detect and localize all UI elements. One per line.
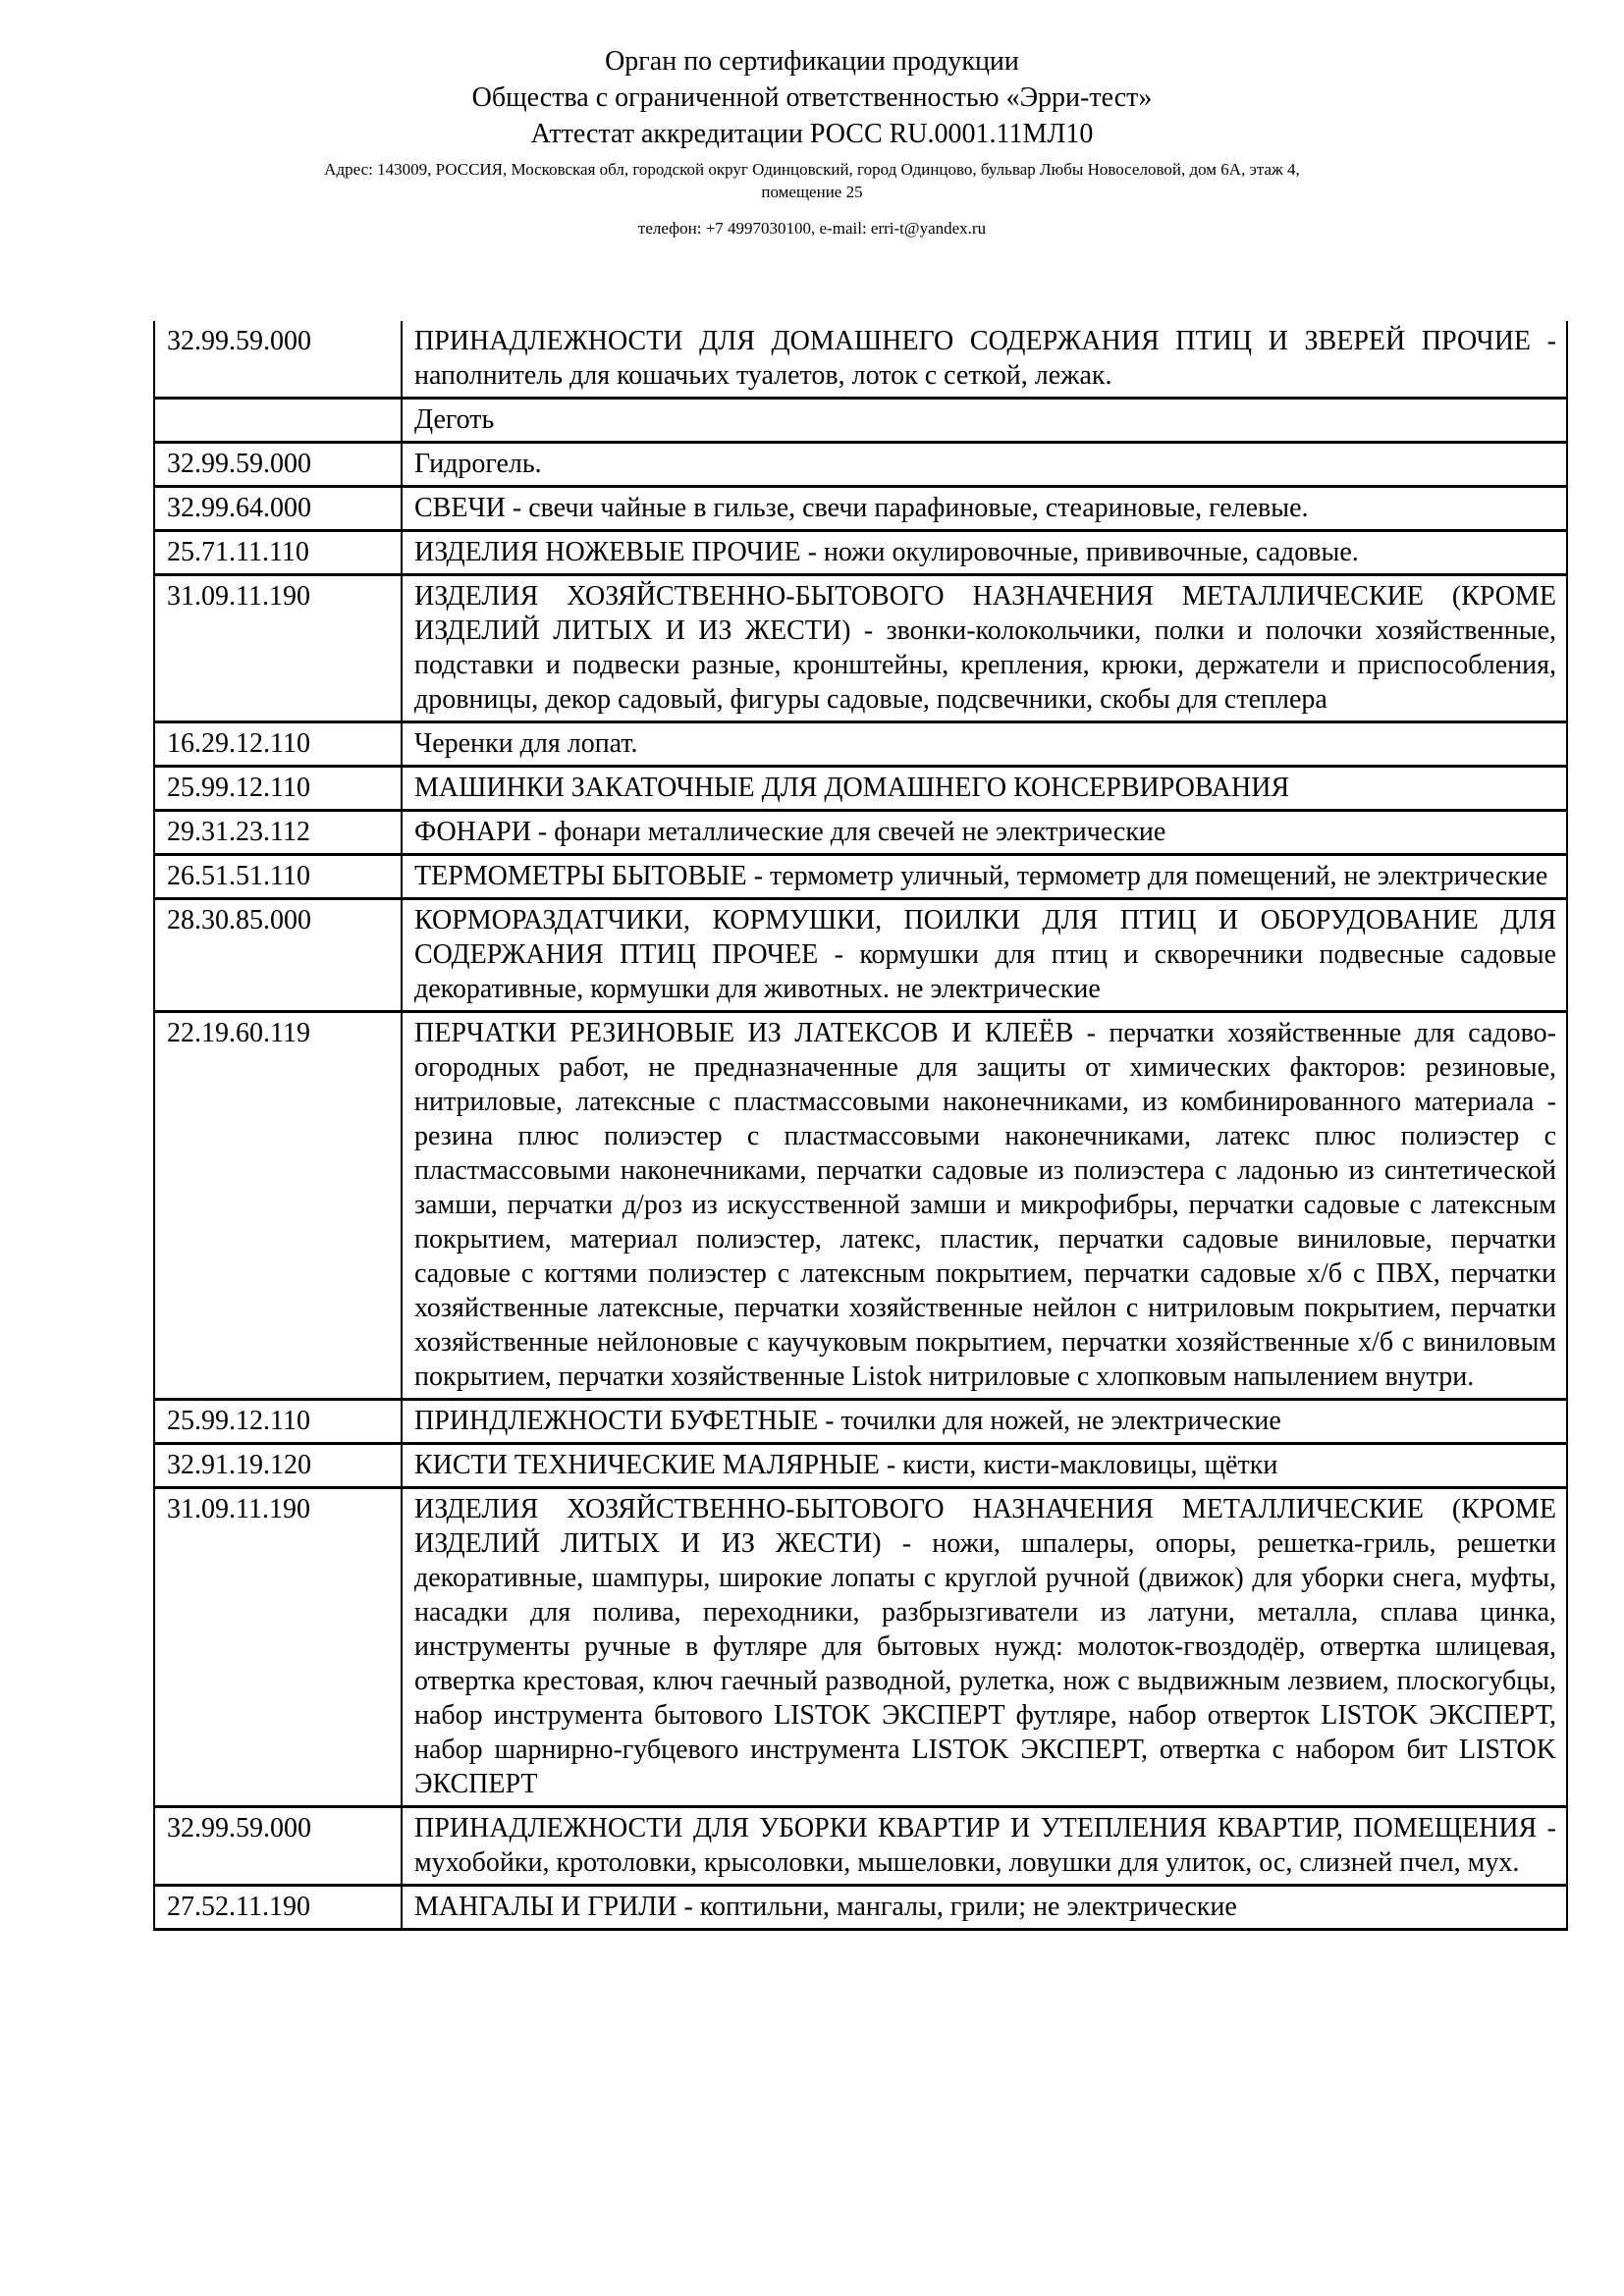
description-cell: МАНГАЛЫ И ГРИЛИ - коптильни, мангалы, грили; не электрические [402,1886,1567,1930]
description-cell: ПЕРЧАТКИ РЕЗИНОВЫЕ ИЗ ЛАТЕКСОВ И КЛЕЁВ - перчатки хозяйственные для садово-огородных работ, не предназначенные для защиты от химических факторов: резиновые, нитриловые, латексные с пластмассовыми наконечниками, из комбинированного материала - резина плюс полиэстер с пластмассовыми наконечниками, латекс плюс полиэстер с пластмассовыми наконечниками, перчатки садовые из полиэстера с ладонью из синтетической замши, перчатки д/роз из искусственной замши и микрофибры, перчатки садовые с латексным покрытием, материал полиэстер, латекс, пластик, перчатки садовые виниловые, перчатки садовые с когтями полиэстер с латексным покрытием, перчатки садовые х/б с ПВХ, перчатки хозяйственные латексные, перчатки хозяйственные нейлон с нитриловым покрытием, перчатки хозяйственные нейлоновые с каучуковым покрытием, перчатки хозяйственные х/б с виниловым покрытием, перчатки хозяйственные Listok нитриловые с хлопковым напылением внутри. [402,1012,1567,1400]
product-table [153,321,1568,1931]
code-cell: 22.19.60.119 [154,1012,402,1400]
description-cell: ПРИНДЛЕЖНОСТИ БУФЕТНЫЕ - точилки для ножей, не электрические [402,1400,1567,1444]
description-cell: ПРИНАДЛЕЖНОСТИ ДЛЯ УБОРКИ КВАРТИР И УТЕПЛЕНИЯ КВАРТИР, ПОМЕЩЕНИЯ - мухобойки, кротоловки, крысоловки, мышеловки, ловушки для улиток, ос, слизней пчел, мух. [402,1807,1567,1886]
product-table-wrap [153,321,1568,1931]
description-cell: МАШИНКИ ЗАКАТОЧНЫЕ ДЛЯ ДОМАШНЕГО КОНСЕРВИРОВАНИЯ [402,767,1567,811]
table-row [154,1886,1567,1930]
code-cell: 32.99.59.000 [154,443,402,487]
description-cell: КОРМОРАЗДАТЧИКИ, КОРМУШКИ, ПОИЛКИ ДЛЯ ПТИЦ И ОБОРУДОВАНИЕ ДЛЯ СОДЕРЖАНИЯ ПТИЦ ПРОЧЕЕ - кормушки для птиц и скворечники подвесные садовые декоративные, кормушки для животных. не электрические [402,899,1567,1012]
table-row [154,575,1567,722]
table-row [154,722,1567,767]
org-title-line2: Общества с ограниченной ответственностью «Эрри-тест» [471,82,1153,113]
contact-line: телефон: +7 4997030100, e-mail: erri-t@yandex.ru [637,219,987,238]
code-cell: 26.51.51.110 [154,855,402,899]
table-row [154,1807,1567,1886]
address-line1: Адрес: 143009, РОССИЯ, Московская обл, городской округ Одинцовский, город Одинцово, бульвар Любы Новоселовой, дом 6А, этаж 4, [324,160,1300,179]
description-cell: Черенки для лопат. [402,722,1567,767]
description-cell: ИЗДЕЛИЯ ХОЗЯЙСТВЕННО-БЫТОВОГО НАЗНАЧЕНИЯ МЕТАЛЛИЧЕСКИЕ (КРОМЕ ИЗДЕЛИЙ ЛИТЫХ И ИЗ ЖЕСТИ) - звонки-колокольчики, полки и полочки хозяйственные, подставки и подвески разные, кронштейны, крепления, крюки, держатели и приспособления, дровницы, декор садовый, фигуры садовые, подсвечники, скобы для степлера [402,575,1567,722]
code-cell [154,399,402,443]
table-row [154,531,1567,575]
table-row [154,487,1567,531]
code-cell: 28.30.85.000 [154,899,402,1012]
code-cell: 25.99.12.110 [154,1400,402,1444]
table-row [154,399,1567,443]
table-row [154,1400,1567,1444]
description-cell: КИСТИ ТЕХНИЧЕСКИЕ МАЛЯРНЫЕ - кисти, кисти-макловицы, щётки [402,1444,1567,1488]
address-line2: помещение 25 [761,183,863,201]
code-cell: 25.99.12.110 [154,767,402,811]
table-row [154,767,1567,811]
code-cell: 31.09.11.190 [154,1488,402,1807]
table-row [154,443,1567,487]
code-cell: 31.09.11.190 [154,575,402,722]
table-row [154,855,1567,899]
code-cell: 32.99.64.000 [154,487,402,531]
code-cell: 32.99.59.000 [154,321,402,399]
description-cell: ИЗДЕЛИЯ НОЖЕВЫЕ ПРОЧИЕ - ножи окулировочные, прививочные, садовые. [402,531,1567,575]
description-cell: Гидрогель. [402,443,1567,487]
table-row [154,811,1567,855]
table-row [154,1488,1567,1807]
product-table-body [154,321,1567,1930]
code-cell: 25.71.11.110 [154,531,402,575]
code-cell: 32.91.19.120 [154,1444,402,1488]
table-row [154,1012,1567,1400]
description-cell: ИЗДЕЛИЯ ХОЗЯЙСТВЕННО-БЫТОВОГО НАЗНАЧЕНИЯ МЕТАЛЛИЧЕСКИЕ (КРОМЕ ИЗДЕЛИЙ ЛИТЫХ И ИЗ ЖЕСТИ) - ножи, шпалеры, опоры, решетка-гриль, решетки декоративные, шампуры, широкие лопаты с круглой ручной (движок) для уборки снега, муфты, насадки для полива, переходники, разбрызгиватели из латуни, металла, сплава цинка, инструменты ручные в футляре для бытовых нужд: молоток-гвоздодёр, отвертка шлицевая, отвертка крестовая, ключ гаечный разводной, рулетка, нож с выдвижным лезвием, плоскогубцы, набор инструмента бытового LISTOK ЭКСПЕРТ футляре, набор отверток LISTOK ЭКСПЕРТ, набор шарнирно-губцевого инструмента LISTOK ЭКСПЕРТ, отвертка с набором бит LISTOK ЭКСПЕРТ [402,1488,1567,1807]
code-cell: 32.99.59.000 [154,1807,402,1886]
document-header [0,43,1624,240]
org-title-line1: Орган по сертификации продукции [605,46,1019,77]
description-cell: СВЕЧИ - свечи чайные в гильзе, свечи парафиновые, стеариновые, гелевые. [402,487,1567,531]
description-cell: ФОНАРИ - фонари металлические для свечей не электрические [402,811,1567,855]
description-cell: ТЕРМОМЕТРЫ БЫТОВЫЕ - термометр уличный, термометр для помещений, не электрические [402,855,1567,899]
code-cell: 27.52.11.190 [154,1886,402,1930]
code-cell: 29.31.23.112 [154,811,402,855]
table-row [154,321,1567,399]
description-cell: Деготь [402,399,1567,443]
description-cell: ПРИНАДЛЕЖНОСТИ ДЛЯ ДОМАШНЕГО СОДЕРЖАНИЯ ПТИЦ И ЗВЕРЕЙ ПРОЧИЕ - наполнитель для кошачьих туалетов, лоток с сеткой, лежак. [402,321,1567,399]
table-row [154,1444,1567,1488]
accreditation-line: Аттестат аккредитации РОСС RU.0001.11МЛ10 [530,119,1094,149]
table-row [154,899,1567,1012]
code-cell: 16.29.12.110 [154,722,402,767]
